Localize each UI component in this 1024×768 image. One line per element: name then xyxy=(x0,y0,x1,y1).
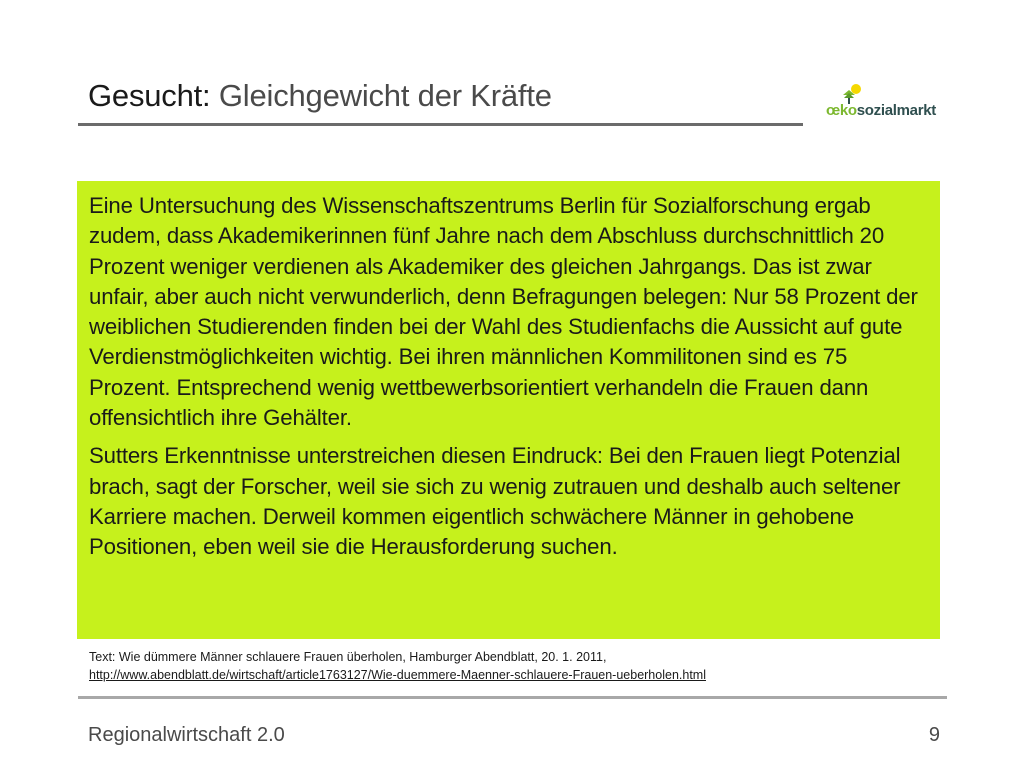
title-prefix: Gesucht: xyxy=(88,78,211,113)
page-number: 9 xyxy=(928,724,940,746)
slide-title xyxy=(88,78,552,114)
footer-label: Regionalwirtschaft 2.0 xyxy=(88,724,285,746)
quote-box xyxy=(77,181,940,639)
title-divider xyxy=(78,123,803,126)
logo-text-oe: œko xyxy=(826,102,857,119)
title-rest: Gleichgewicht der Kräfte xyxy=(210,78,552,113)
paragraph: Eine Untersuchung des Wissenschaftszentrums Berlin für Sozialforschung ergab zudem, dass Akademikerinnen fünf Jahre nach dem Abschluss durchschnittlich 20 Prozent weniger verdienen als Akademiker des gleichen Jahrgangs. Das ist zwar unfair, aber auch nicht verwunderlich, denn Befragungen belegen: Nur 58 Prozent der weiblichen Studierenden finden bei der Wahl des Studienfachs die Aussicht auf gute Verdienstmöglichkeiten wichtig. Bei ihren männlichen Kommilitonen sind es 75 Prozent. Entsprechend wenig wettbewerbsorientiert verhandeln die Frauen dann offensichtlich ihre Gehälter. xyxy=(89,193,918,431)
source-link[interactable]: http://www.abendblatt.de/wirtschaft/article1763127/Wie-duemmere-Maenner-schlauere-Frauen-ueberholen.html xyxy=(89,668,706,682)
logo-text-rest: sozialmarkt xyxy=(856,102,937,119)
logo-wordmark xyxy=(826,102,936,119)
footer-divider xyxy=(78,696,947,699)
paragraph: Sutters Erkenntnisse unterstreichen diesen Eindruck: Bei den Frauen liegt Potenzial brach, sagt der Forscher, weil sie sich zu wenig zutrauen und deshalb auch seltener Karriere machen. Derweil kommen eigentlich schwächere Männer in gehobene Positionen, eben weil sie die Herausforderung suchen. xyxy=(89,443,901,560)
oekosozialmarkt-logo xyxy=(826,84,956,126)
citation-text: Text: Wie dümmere Männer schlauere Frauen überholen, Hamburger Abendblatt, 20. 1. 2011, xyxy=(89,650,607,664)
source-citation xyxy=(89,648,706,684)
